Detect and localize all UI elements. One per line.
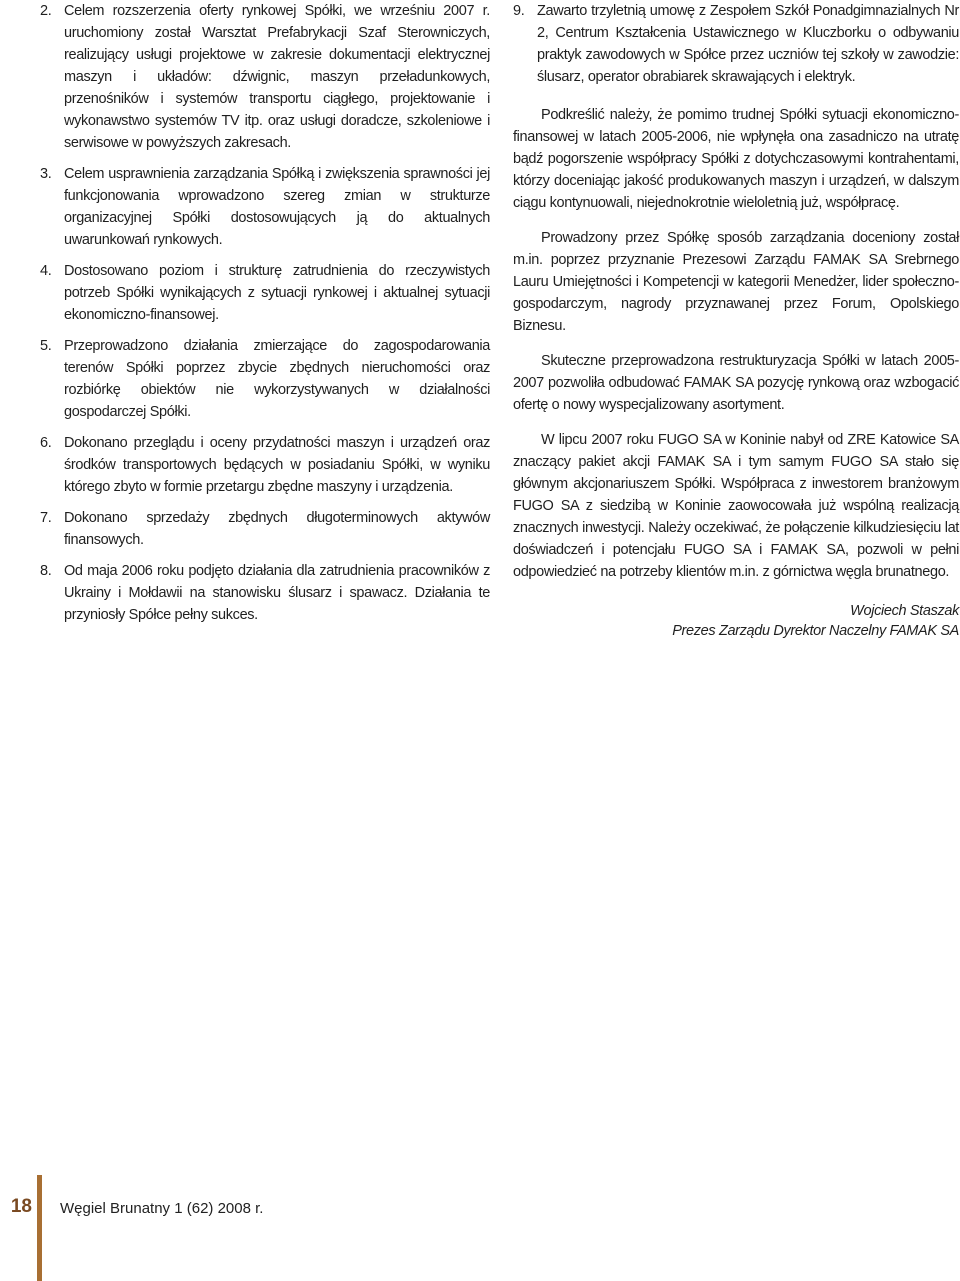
list-item xyxy=(40,163,490,251)
item-number: 3. xyxy=(40,166,52,182)
page-number: 18 xyxy=(10,1196,32,1217)
item-number: 5. xyxy=(40,338,52,354)
signature-block xyxy=(513,601,959,641)
footer-accent-bar xyxy=(37,1175,42,1281)
item-text: Dokonano przeglądu i oceny przydatności maszyn i urządzeń oraz środków transportowych będących w posiadaniu Spółki, w wyniku którego zbyto w formie przetargu zbędne maszyny i urządzenia. xyxy=(64,435,490,495)
item-number: 8. xyxy=(40,563,52,579)
item-text: Dokonano sprzedaży zbędnych długoterminowych aktywów finansowych. xyxy=(64,510,490,548)
item-number: 4. xyxy=(40,263,52,279)
left-column xyxy=(40,0,490,635)
paragraph: W lipcu 2007 roku FUGO SA w Koninie nabył od ZRE Katowice SA znaczący pakiet akcji FAMAK SA i tym samym FUGO SA stało się głównym akcjonariuszem Spółki. Współpraca z inwestorem branżowym FUGO SA z siedzibą w Koninie zaowocowała już wspólną realizacją znacznych inwestycji. Należy oczekiwać, że połączenie kilkudziesięciu lat doświadczeń i potencjału FUGO SA i FAMAK SA, pozwoli w pełni odpowiedzieć na potrzeby klientów m.in. z górnictwa węgla brunatnego. xyxy=(513,432,959,580)
item-number: 7. xyxy=(40,510,52,526)
list-item xyxy=(40,432,490,498)
signature-title: Prezes Zarządu Dyrektor Naczelny FAMAK SA xyxy=(672,623,959,639)
paragraph: Skuteczne przeprowadzona restrukturyzacja Spółki w latach 2005-2007 pozwoliła odbudować FAMAK SA pozycję rynkową oraz wzbogacić ofertę o nowy wyspecjalizowany asortyment. xyxy=(513,353,959,413)
item-text: Zawarto trzyletnią umowę z Zespołem Szkół Ponadgimnazialnych Nr 2, Centrum Kształcenia Ustawicznego w Kluczborku o odbywaniu praktyk zawodowych w Spółce przez uczniów tej szkoły w zawodzie: ślusarz, operator obrabiarek skrawających i elektryk. xyxy=(537,3,959,85)
list-item xyxy=(40,260,490,326)
item-text: Przeprowadzono działania zmierzające do zagospodarowania terenów Spółki poprzez zbycie zbędnych nieruchomości oraz rozbiórkę obiektów nie wykorzystywanych w działalności gospodarczej Spółki. xyxy=(64,338,490,420)
item-text: Celem usprawnienia zarządzania Spółką i zwiększenia sprawności jej funkcjonowania wprowadzono szereg zmian w strukturze organizacyjnej Spółki dostosowujących ją do aktualnych uwarunkowań rynkowych. xyxy=(64,166,490,248)
item-number: 9. xyxy=(513,3,525,19)
list-item xyxy=(40,0,490,154)
right-column xyxy=(513,0,959,641)
paragraph: Prowadzony przez Spółkę sposób zarządzania doceniony został m.in. poprzez przyznanie Prezesowi Zarządu FAMAK SA Srebrnego Lauru Umiejętności i Kompetencji w kategorii Menedżer, lider społeczno-gospodarczym, nagrody przyznawanej przez Forum, Opolskiego Biznesu. xyxy=(513,230,959,334)
item-text: Dostosowano poziom i strukturę zatrudnienia do rzeczywistych potrzeb Spółki wynikających z sytuacji rynkowej i aktualnej sytuacji ekonomiczno-finansowej. xyxy=(64,263,490,323)
item-text: Celem rozszerzenia oferty rynkowej Spółki, we wrześniu 2007 r. uruchomiony został Warsztat Prefabrykacji Szaf Sterowniczych, realizujący usługi projektowe w zakresie dokumentacji elektrycznej maszyn i układów: dźwignic, maszyn przeładunkowych, przenośników i systemów transportu ciągłego, projektowanie i wykonawstwo systemów TV itp. oraz usługi doradcze, szkoleniowe i serwisowe w powyższych zakresach. xyxy=(64,3,490,151)
item-number: 2. xyxy=(40,3,52,19)
list-item xyxy=(40,560,490,626)
list-item xyxy=(40,335,490,423)
list-item xyxy=(513,0,959,88)
item-number: 6. xyxy=(40,435,52,451)
signature-name: Wojciech Staszak xyxy=(850,603,959,619)
paragraph: Podkreślić należy, że pomimo trudnej Spółki sytuacji ekonomiczno-finansowej w latach 2005-2006, nie wpłynęła ona zasadniczo na utratę bądź pogorszenie współpracy Spółki z dotychczasowymi kontrahentami, którzy doceniając jakość produkowanych maszyn i urządzeń, w dalszym ciągu kontynuowali, niejednokrotnie wieloletnią już, współpracę. xyxy=(513,107,959,211)
journal-title: Węgiel Brunatny 1 (62) 2008 r. xyxy=(60,1200,264,1217)
list-item xyxy=(40,507,490,551)
item-text: Od maja 2006 roku podjęto działania dla zatrudnienia pracowników z Ukrainy i Mołdawii na stanowisku ślusarz i spawacz. Działania te przyniosły Spółce pełny sukces. xyxy=(64,563,490,623)
